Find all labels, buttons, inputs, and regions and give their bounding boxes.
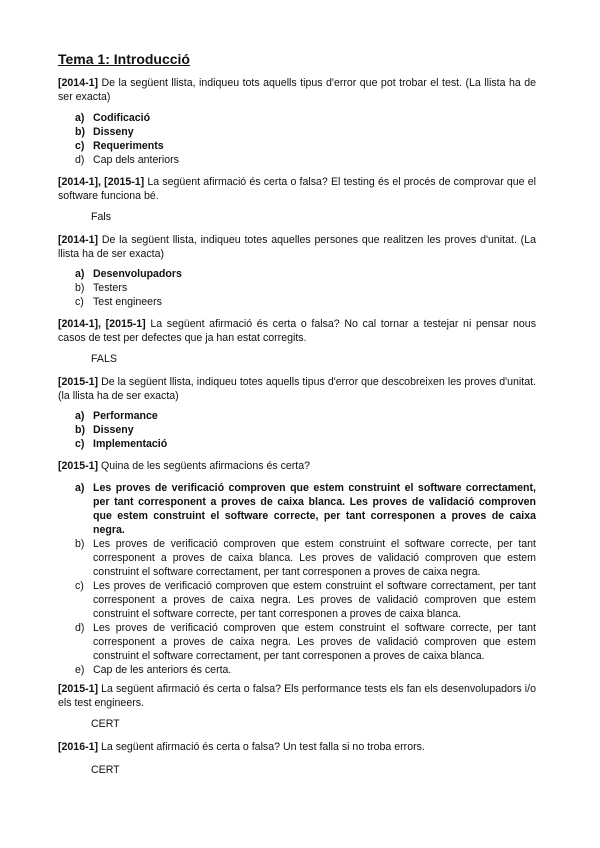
option-text: Disseny — [93, 126, 134, 138]
question-5-options — [75, 409, 536, 451]
question-8 — [58, 740, 536, 754]
option-letter: a) — [75, 112, 85, 124]
option-item — [75, 537, 536, 579]
question-tag: [2014-1] — [58, 234, 99, 246]
option-letter: c) — [75, 580, 84, 592]
question-1-options — [75, 111, 536, 167]
answer-text: Fals — [91, 211, 112, 223]
option-item — [75, 125, 536, 139]
answer-text: CERT — [91, 764, 120, 776]
option-item — [75, 111, 536, 125]
option-item — [75, 267, 536, 281]
question-6-options — [75, 481, 536, 677]
question-tag: [2014-1], [2015-1] — [58, 176, 145, 188]
option-text: Requeriments — [93, 140, 164, 152]
question-tag: [2016-1] — [58, 741, 99, 753]
question-4 — [58, 317, 536, 345]
option-text: Disseny — [93, 424, 134, 436]
question-text: La següent afirmació és certa o falsa? El testing és el procés de comprovar que el software funciona bé. — [58, 176, 536, 202]
question-text: De la següent llista, indiqueu totes aquelles persones que realitzen les proves d'unitat. (La llista ha de ser exacta) — [58, 234, 536, 260]
question-text: Quina de les següents afirmacions és certa? — [98, 460, 311, 472]
question-tag: [2015-1] — [58, 683, 99, 695]
question-3 — [58, 233, 536, 261]
option-text: Les proves de verificació comproven que estem construint el software correctament, per tant corresponent a proves de caixa negra. Les proves de validació comproven que estem construint el software correcte, per tant corresponen a proves de caixa blanca. — [93, 580, 536, 620]
question-tag: [2014-1], [2015-1] — [58, 318, 146, 330]
option-text: Les proves de verificació comproven que estem construint el software correcte, per tant corresponent a proves de caixa negra. Les proves de validació comproven que estem construint el software correctament, per tant corresponen a proves de caixa blanca. — [93, 622, 536, 662]
option-letter: c) — [75, 296, 84, 308]
option-item — [75, 437, 536, 451]
question-text: De la següent llista, indiqueu tots aquells tipus d'error que pot trobar el test. (La llista ha de ser exacta) — [58, 77, 536, 103]
option-item — [75, 281, 536, 295]
question-3-options — [75, 267, 536, 309]
option-item — [75, 423, 536, 437]
question-text: De la següent llista, indiqueu totes aquells tipus d'error que descobreixen les proves d'unitat. (la llista ha de ser exacta) — [58, 376, 536, 402]
option-item — [75, 481, 536, 537]
option-text: Les proves de verificació comproven que estem construint el software correctament, per tant corresponent a proves de caixa blanca. Les proves de validació comproven que estem construint el software correcte, per tant corresponen a proves de caixa negra. — [93, 482, 536, 536]
question-tag: [2014-1] — [58, 77, 99, 89]
answer-text: CERT — [91, 718, 120, 730]
question-text: La següent afirmació és certa o falsa? Un test falla si no troba errors. — [98, 741, 425, 753]
option-letter: c) — [75, 140, 85, 152]
option-text: Cap dels anteriors — [93, 154, 179, 166]
option-letter: b) — [75, 424, 85, 436]
answer-text: FALS — [91, 353, 117, 365]
page-title: Tema 1: Introducció — [58, 51, 190, 67]
option-text: Desenvolupadors — [93, 268, 182, 280]
option-text: Performance — [93, 410, 158, 422]
question-2 — [58, 175, 536, 203]
option-item — [75, 579, 536, 621]
option-item — [75, 621, 536, 663]
option-letter: a) — [75, 482, 85, 494]
option-letter: b) — [75, 282, 85, 294]
option-item — [75, 153, 536, 167]
option-item — [75, 663, 536, 677]
question-tag: [2015-1] — [58, 460, 99, 472]
question-7 — [58, 682, 536, 710]
option-text: Test engineers — [93, 296, 162, 308]
question-text: La següent afirmació és certa o falsa? No cal tornar a testejar ni pensar nous casos de test per defectes que ja han estat corregits. — [58, 318, 536, 344]
option-letter: b) — [75, 126, 85, 138]
option-letter: e) — [75, 664, 85, 676]
question-text: La següent afirmació és certa o falsa? Els performance tests els fan els desenvolupadors i/o els test engineers. — [58, 683, 536, 709]
option-text: Cap de les anteriors és certa. — [93, 664, 232, 676]
option-text: Les proves de verificació comproven que estem construint el software correcte, per tant corresponent a proves de caixa blanca. Les proves de validació comproven que estem construint el software correctament, per tant corresponen a proves de caixa negra. — [93, 538, 536, 578]
question-1 — [58, 76, 536, 104]
option-item — [75, 409, 536, 423]
question-6 — [58, 459, 536, 473]
option-letter: a) — [75, 268, 85, 280]
option-letter: b) — [75, 538, 85, 550]
option-letter: d) — [75, 154, 85, 166]
option-text: Implementació — [93, 438, 168, 450]
option-item — [75, 295, 536, 309]
option-text: Testers — [93, 282, 128, 294]
option-text: Codificació — [93, 112, 151, 124]
option-letter: c) — [75, 438, 85, 450]
option-letter: d) — [75, 622, 85, 634]
option-letter: a) — [75, 410, 85, 422]
option-item — [75, 139, 536, 153]
question-tag: [2015-1] — [58, 376, 99, 388]
question-5 — [58, 375, 536, 403]
